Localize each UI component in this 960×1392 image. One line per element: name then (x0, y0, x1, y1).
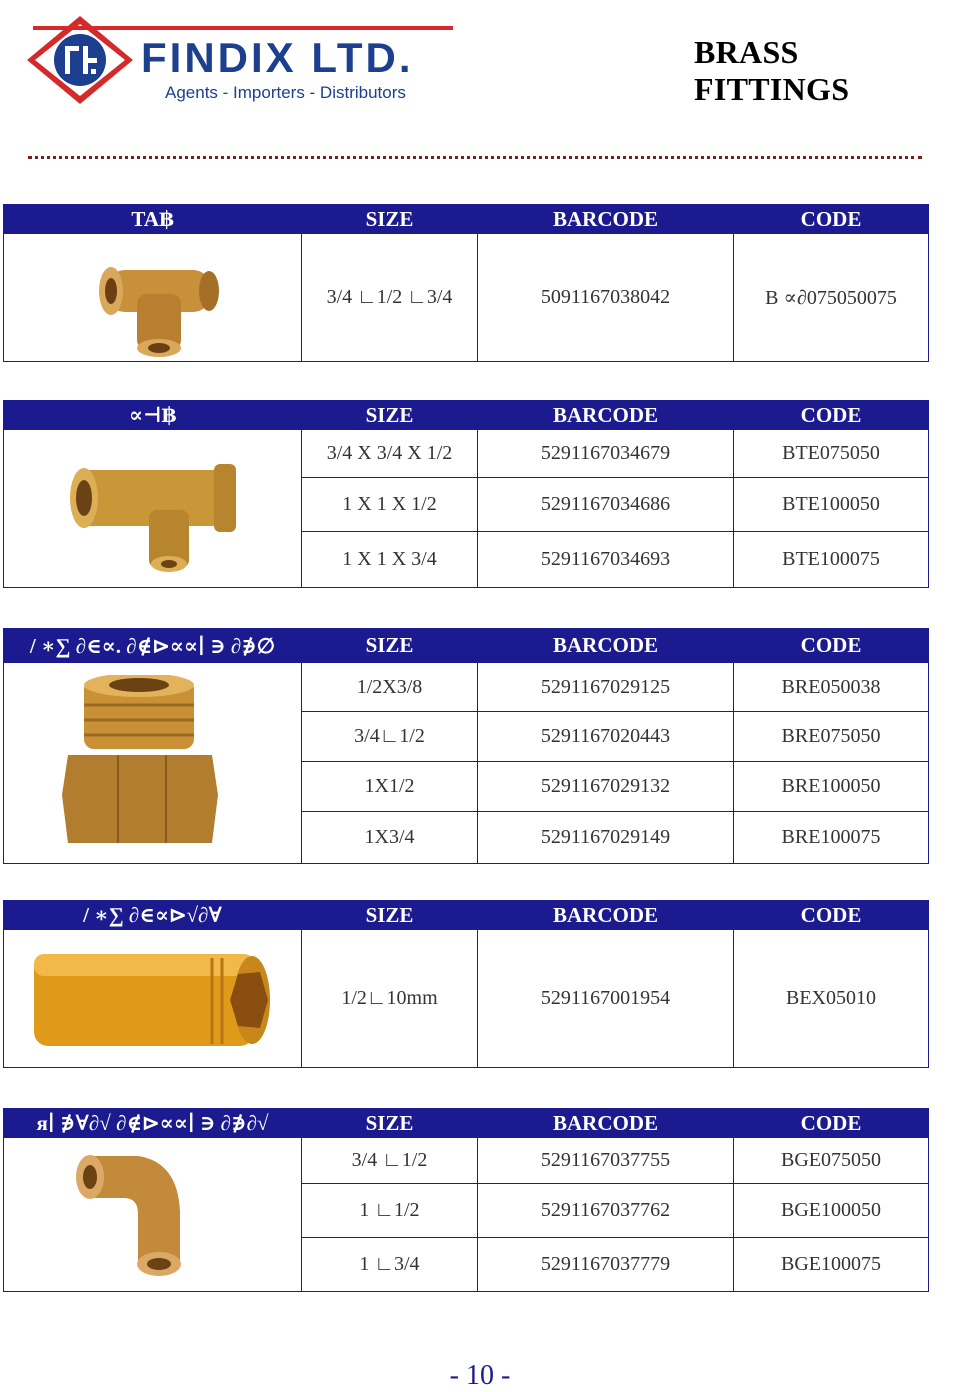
brass-tee-image (89, 248, 229, 358)
page-number: - 10 - (449, 1360, 511, 1391)
barcode-header: BARCODE (478, 1109, 734, 1138)
barcode-cell: 5291167001954 (478, 930, 734, 1068)
logo-tagline: Agents - Importers - Distributors (165, 83, 406, 102)
section-title: я∣ ∌∀∂√ ∂∉⊳∝∝∣ ∋ ∂∌∂√ (4, 1109, 302, 1138)
size-header: SIZE (302, 401, 478, 430)
product-table-extension (3, 900, 929, 1068)
size-cell: 3/4 ∟1/2 ∟3/4 (302, 234, 478, 362)
size-header: SIZE (302, 901, 478, 930)
logo-name: FINDIX LTD. (141, 34, 414, 81)
size-cell: 3/4 X 3/4 X 1/2 (302, 430, 478, 478)
product-image-cell (4, 663, 302, 864)
size-cell: 1 ∟3/4 (302, 1238, 478, 1292)
product-image-cell (4, 930, 302, 1068)
barcode-cell: 5291167037755 (478, 1138, 734, 1184)
size-cell: 3/4 ∟1/2 (302, 1138, 478, 1184)
brass-reducer-image (62, 675, 222, 855)
size-cell: 1 ∟1/2 (302, 1184, 478, 1238)
size-cell: 1/2∟10mm (302, 930, 478, 1068)
barcode-cell: 5291167037779 (478, 1238, 734, 1292)
barcode-header: BARCODE (478, 205, 734, 234)
barcode-cell: 5291167029125 (478, 663, 734, 712)
section-title: ∝⊣฿ (4, 401, 302, 430)
code-cell: BRE050038 (734, 663, 929, 712)
code-cell: BGE100075 (734, 1238, 929, 1292)
table-row (4, 1138, 929, 1184)
code-header: CODE (734, 629, 929, 663)
brass-extension-image (24, 944, 274, 1054)
page-title: BRASS FITTINGS (694, 34, 850, 107)
code-cell: BGE100050 (734, 1184, 929, 1238)
barcode-header: BARCODE (478, 629, 734, 663)
barcode-cell: 5291167034686 (478, 478, 734, 532)
section-title: / ∗∑ ∂∈∝. ∂∉⊳∝∝∣ ∋ ∂∌∅ (4, 629, 302, 663)
code-cell: BTE075050 (734, 430, 929, 478)
code-header: CODE (734, 205, 929, 234)
section-title: / ∗∑ ∂∈∝⊳√∂∀ (4, 901, 302, 930)
barcode-cell: 5291167037762 (478, 1184, 734, 1238)
barcode-cell: 5291167029132 (478, 762, 734, 812)
barcode-header: BARCODE (478, 401, 734, 430)
code-header: CODE (734, 1109, 929, 1138)
code-cell: BRE075050 (734, 712, 929, 762)
code-header: CODE (734, 901, 929, 930)
code-cell: BTE100075 (734, 532, 929, 588)
size-cell: 1/2X3/8 (302, 663, 478, 712)
size-header: SIZE (302, 629, 478, 663)
code-cell: BTE100050 (734, 478, 929, 532)
product-table-reducing-tee (3, 400, 929, 588)
code-cell: B ∝∂075050075 (734, 234, 929, 362)
size-cell: 3/4∟1/2 (302, 712, 478, 762)
findix-logo (25, 14, 455, 106)
barcode-cell: 5291167034693 (478, 532, 734, 588)
size-cell: 1 X 1 X 3/4 (302, 532, 478, 588)
product-image-cell (4, 234, 302, 362)
table-row (4, 663, 929, 712)
section-title: TA฿ (4, 205, 302, 234)
size-cell: 1X3/4 (302, 812, 478, 864)
code-cell: BEX05010 (734, 930, 929, 1068)
size-header: SIZE (302, 1109, 478, 1138)
dotted-divider (28, 156, 922, 159)
brass-elbow-image (68, 1142, 198, 1282)
product-image-cell (4, 1138, 302, 1292)
product-image-cell (4, 430, 302, 588)
brass-reducing-tee-image (64, 450, 244, 580)
product-table-reducer (3, 628, 929, 864)
barcode-cell: 5291167020443 (478, 712, 734, 762)
product-table-tee (3, 204, 929, 362)
table-row (4, 430, 929, 478)
barcode-cell: 5091167038042 (478, 234, 734, 362)
code-cell: BRE100075 (734, 812, 929, 864)
size-header: SIZE (302, 205, 478, 234)
code-cell: BRE100050 (734, 762, 929, 812)
code-cell: BGE075050 (734, 1138, 929, 1184)
size-cell: 1X1/2 (302, 762, 478, 812)
barcode-cell: 5291167029149 (478, 812, 734, 864)
barcode-header: BARCODE (478, 901, 734, 930)
code-header: CODE (734, 401, 929, 430)
barcode-cell: 5291167034679 (478, 430, 734, 478)
product-table-elbow (3, 1108, 929, 1292)
size-cell: 1 X 1 X 1/2 (302, 478, 478, 532)
